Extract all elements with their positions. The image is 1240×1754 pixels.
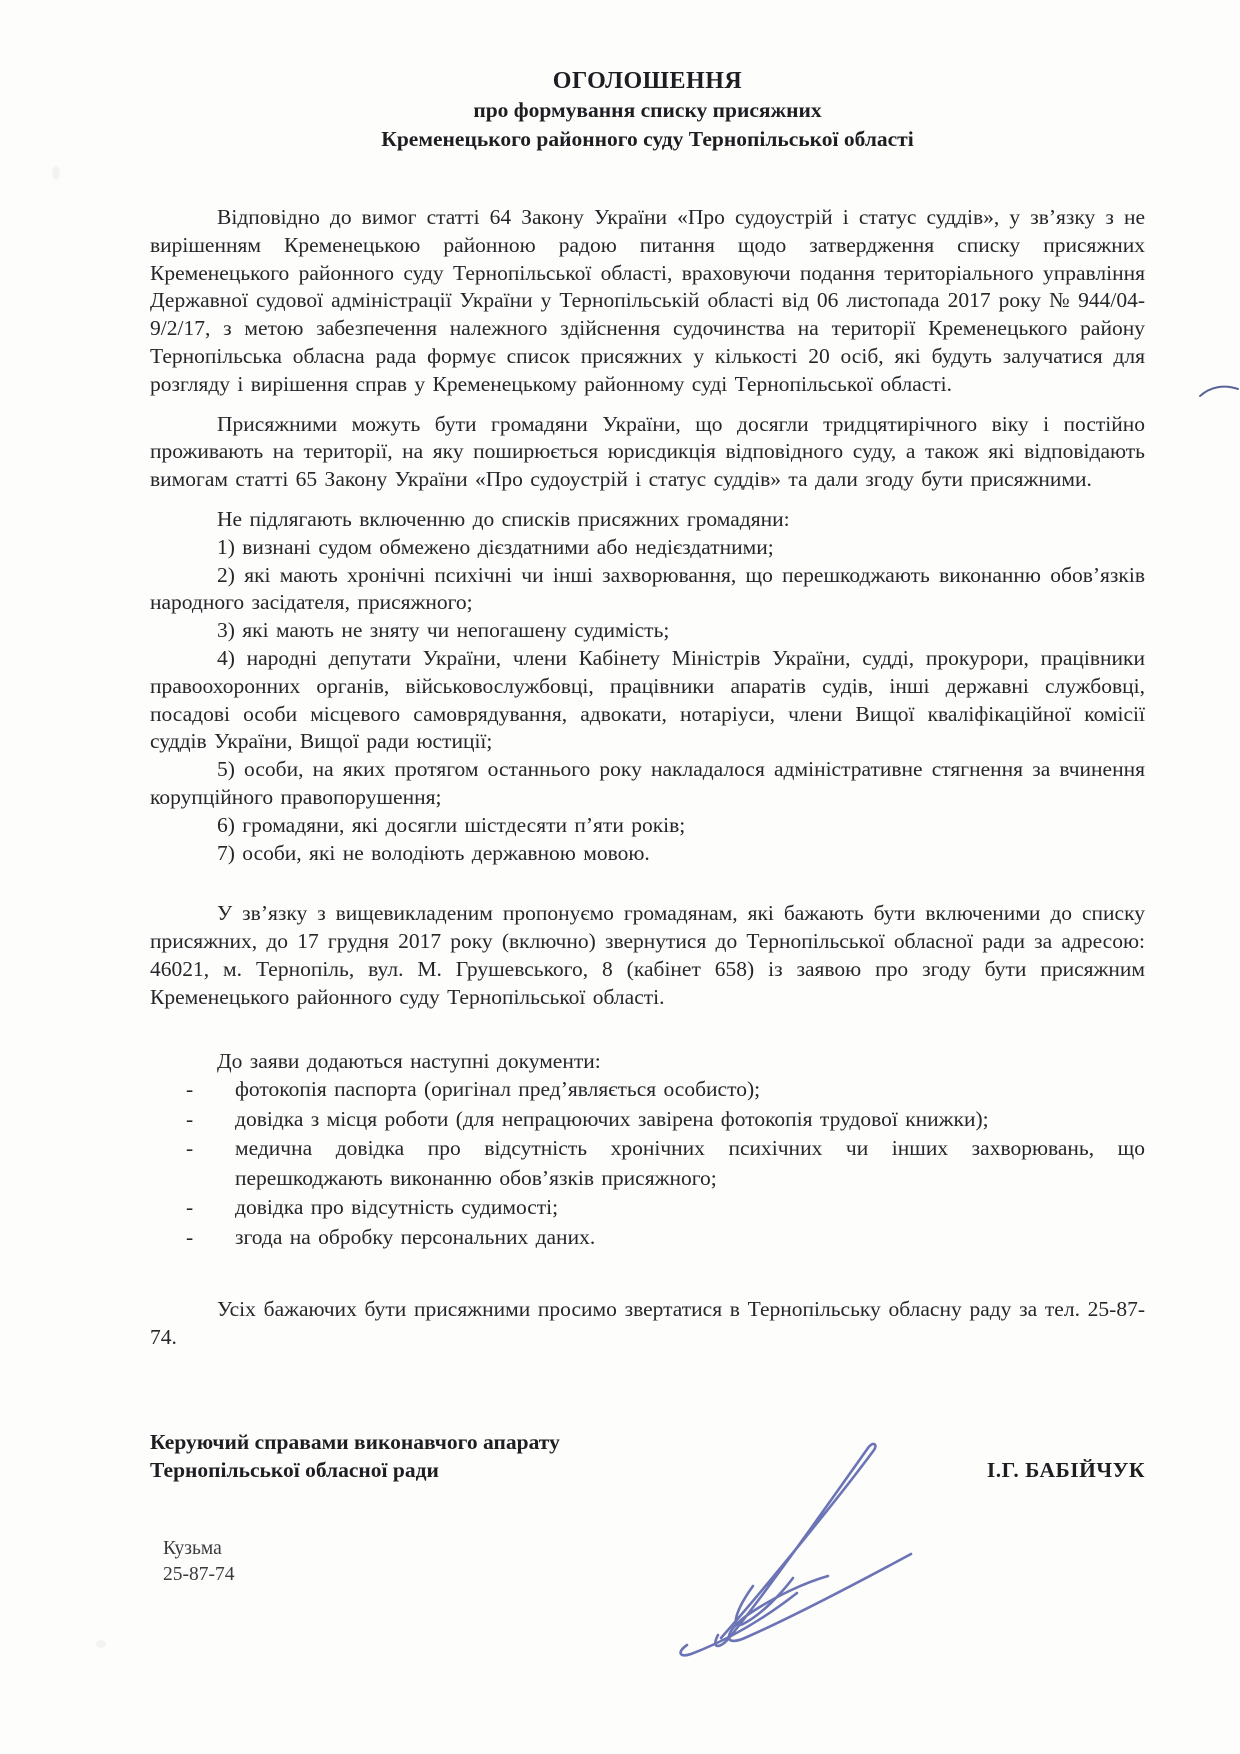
document-item: - медична довідка про відсутність хронічних психічних чи інших захворювань, що перешкоджають виконанню обов’язків присяжного; xyxy=(150,1134,1145,1193)
document-body xyxy=(150,66,1145,1588)
documents-list xyxy=(150,1075,1145,1252)
paragraph-exclusions-intro: Не підлягають включенню до списків присяжних громадяни: xyxy=(217,506,790,531)
footer-executor-block xyxy=(163,1536,1145,1588)
exclusion-item: 6) громадяни, які досягли шістдесяти п’яти років; xyxy=(217,812,686,837)
signoff-name: І.Г. БАБІЙЧУК xyxy=(986,1457,1145,1482)
document-item: - фотокопія паспорта (оригінал пред’являється особисто); xyxy=(150,1075,1145,1105)
exclusion-item: 3) які мають не зняту чи непогашену судимість; xyxy=(217,618,670,643)
scan-smudge xyxy=(96,1640,106,1648)
document-item: - довідка про відсутність судимості; xyxy=(150,1193,1145,1223)
paragraph-intro: Відповідно до вимог статті 64 Закону України «Про судоустрій і статус суддів», у зв’язку з не вирішенням Кременецькою районною радою питання щодо затвердження списку присяжних Кременецького районного суду Тернопільської області, враховуючи подання територіального управління Державної судової адміністрації України у Тернопільській області від 06 листопада 2017 року № 944/04-9/2/17, з метою забезпечення належного здійснення судочинства на території Кременецького району Тернопільська обласна рада формує список присяжних у кількості 20 осіб, які будуть залучатися для розгляду і вирішення справ у Кременецькому районному суді Тернопільської області. xyxy=(150,205,1145,396)
paragraph-documents-intro: До заяви додаються наступні документи: xyxy=(217,1048,601,1073)
exclusion-item: 1) визнані судом обмежено дієздатними або недієздатними; xyxy=(217,534,774,559)
page-title: ОГОЛОШЕННЯ xyxy=(552,68,743,94)
exclusion-item: 7) особи, які не володіють державною мовою. xyxy=(217,840,650,865)
page-subtitle-line-1: про формування списку присяжних xyxy=(473,98,822,122)
document-title-block xyxy=(150,66,1145,154)
document-item: - довідка з місця роботи (для непрацюючих завірена фотокопія трудової книжки); xyxy=(150,1105,1145,1135)
signoff-position-line-1: Керуючий справами виконавчого апарату xyxy=(150,1429,560,1454)
page-subtitle-line-2: Кременецького районного суду Тернопільської області xyxy=(381,127,914,151)
signoff-position xyxy=(150,1428,560,1484)
exclusions-list xyxy=(150,534,1145,868)
signoff-position-line-2: Тернопільської обласної ради xyxy=(150,1457,439,1482)
exclusion-item: 4) народні депутати України, члени Кабінету Міністрів України, судді, прокурори, працівники правоохоронних органів, військовослужбовці, працівники апаратів судів, інші державні службовці, посадові особи місцевого самоврядування, адвокати, нотаріуси, члени Вищої кваліфікаційної комісії суддів України, Вищої ради юстиції; xyxy=(150,645,1145,754)
exclusion-item: 5) особи, на яких протягом останнього року накладалося адміністративне стягнення за вчинення корупційного правопорушення; xyxy=(150,757,1145,809)
paragraph-application: У зв’язку з вищевикладеним пропонуємо громадянам, які бажають бути включеними до списку присяжних, до 17 грудня 2017 року (включно) звернутися до Тернопільської обласної ради за адресою: 46021, м. Тернопіль, вул. М. Грушевського, 8 (кабінет 658) із заявою про згоду бути присяжним Кременецького районного суду Тернопільської області. xyxy=(150,901,1145,1009)
exclusion-item: 2) які мають хронічні психічні чи інші захворювання, що перешкоджають виконанню обов’язків народного засідателя, присяжного; xyxy=(150,562,1145,615)
signoff-block xyxy=(150,1428,1145,1484)
document-item: - згода на обробку персональних даних. xyxy=(150,1223,1145,1253)
pen-mark xyxy=(1198,378,1240,404)
scan-smudge xyxy=(52,166,60,180)
paragraph-eligibility: Присяжними можуть бути громадяни України, що досягли тридцятирічного віку і постійно проживають на території, на яку поширюється юрисдикція відповідного суду, а також які відповідають вимогам статті 65 Закону України «Про судоустрій і статус суддів» та дали згоду бути присяжними. xyxy=(150,411,1145,492)
footer-executor-phone: 25-87-74 xyxy=(163,1563,235,1585)
footer-executor-name: Кузьма xyxy=(163,1537,222,1559)
paragraph-contact: Усіх бажаючих бути присяжними просимо звертатися в Тернопільську обласну раду за тел. 25-87-74. xyxy=(150,1297,1145,1350)
